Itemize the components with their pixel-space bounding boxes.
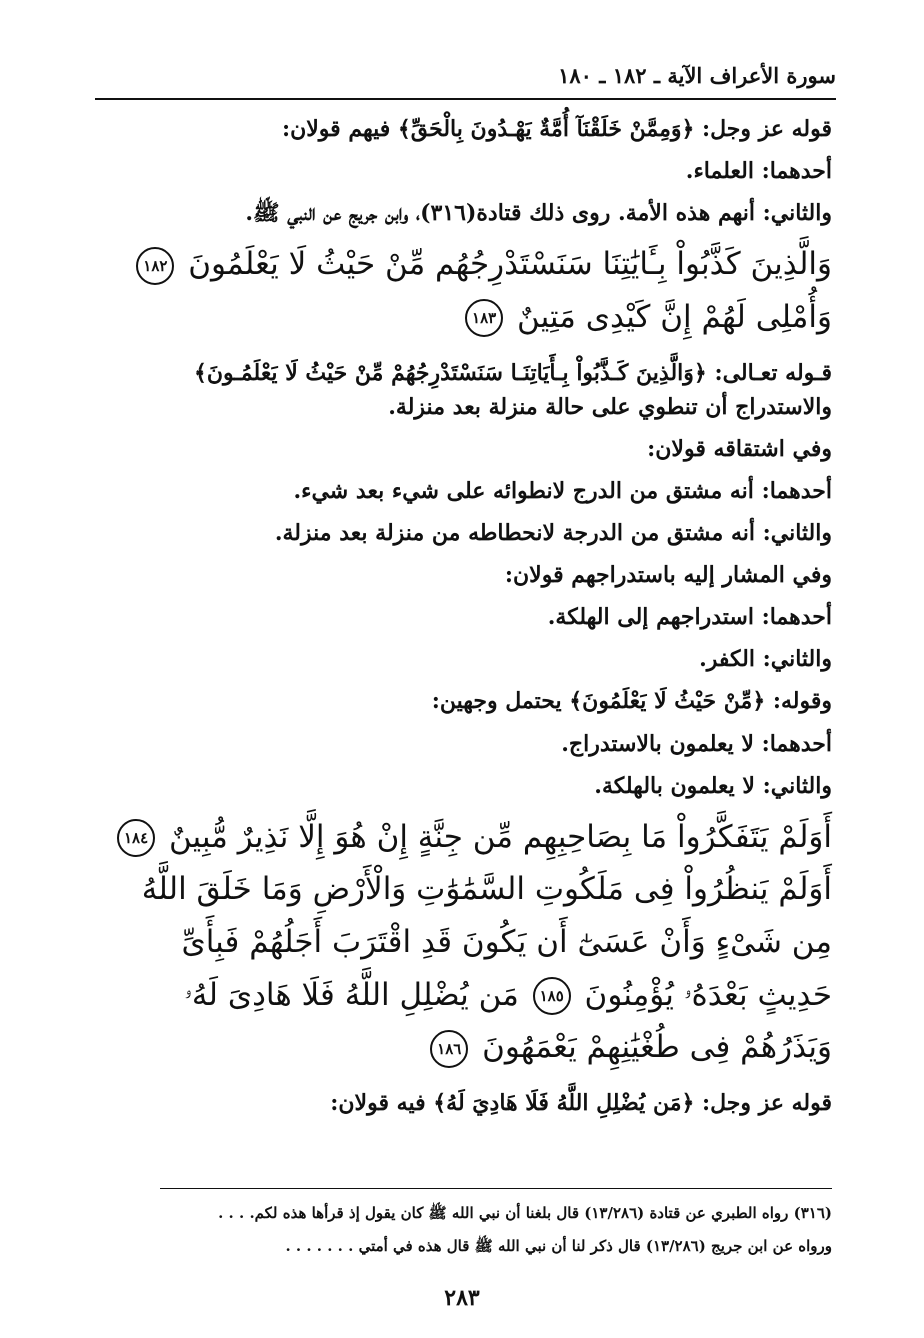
verse-text: وَالَّذِينَ كَذَّبُواْ بِـَٔايَٰتِنَا سَنَسْتَدْرِجُهُم مِّنْ حَيْثُ لَا يَعْلَمُونَ (188, 246, 832, 283)
footnote: (٣١٦) رواه الطبري عن قتادة (١٣/٢٨٦) قال بلغنا أن نبي الله ﷺ كان يقول إذ قرأها هذه لكم. . . . (218, 1204, 832, 1222)
quran-verse-block (105, 238, 832, 343)
verse-text: مَن يُضْلِلِ اللَّهُ فَلَا هَادِىَ لَهُۥ وَيَذَرُهُمْ فِى طُغْيَٰنِهِمْ يَعْمَهُونَ (184, 976, 832, 1066)
paragraph: أحدهما: استدراجهم إلى الهلكة. (547, 604, 832, 631)
paragraph-group-top (105, 112, 832, 230)
paragraph: والثاني: الكفر. (699, 646, 832, 673)
verse-number-marker: ١٨٥ (533, 977, 571, 1015)
paragraph: وقوله: ﴿مِّنْ حَيْثُ لَا يَعْلَمُونَ﴾ يحتمل وجهين: (431, 688, 832, 715)
surah-title: سورة الأعراف الآية ـ ١٨٢ ـ ١٨٠ (558, 63, 836, 88)
page-number: ٢٨٣ (444, 1285, 480, 1311)
verse-text: أَوَلَمْ يَنظُرُواْ فِى مَلَكُوتِ السَّمَٰوَٰتِ وَالْأَرْضِ وَمَا خَلَقَ اللَّهُ مِن شَىْءٍ وَأَنْ عَسَىٰٓ أَن يَكُونَ قَدِ اقْتَرَبَ أَجَلُهُمْ فَبِأَىِّ حَدِيثٍ بَعْدَهُۥ يُؤْمِنُونَ (141, 871, 832, 1013)
verse-text: وَأُمْلِى لَهُمْ إِنَّ كَيْدِى مَتِينٌ (516, 298, 832, 335)
paragraph: وفي المشار إليه باستدراجهم قولان: (504, 562, 832, 589)
paragraph: قوله عز وجل: ﴿مَن يُضْلِلِ اللَّهُ فَلَا هَادِيَ لَهُ﴾ فيه قولان: (330, 1090, 832, 1117)
verse-text: أَوَلَمْ يَتَفَكَّرُواْ مَا بِصَاحِبِهِم مِّن جِنَّةٍ إِنْ هُوَ إِلَّا نَذِيرٌ مُّبِينٌ (168, 818, 832, 855)
paragraph: قوله عز وجل: ﴿وَمِمَّنْ خَلَقْنَآ أُمَّةٌ يَهْـدُونَ بِالْحَقِّ﴾ فيهم قولان: (281, 116, 832, 142)
main-text (105, 112, 832, 1126)
paragraph: أحدهما: لا يعلمون بالاستدراج. (561, 730, 832, 757)
verse-number-marker: ١٨٦ (430, 1030, 468, 1068)
footnotes (160, 1188, 832, 1263)
paragraph: أحدهما: أنه مشتق من الدرج لانطوائه على شيء بعد شيء. (293, 477, 832, 504)
paragraph: والثاني: لا يعلمون بالهلكة. (594, 772, 832, 799)
paragraph: أحدهما: العلماء. (685, 158, 832, 185)
paragraph: وفي اشتقاقه قولان: (647, 435, 832, 462)
paragraph: والثاني: أنه مشتق من الدرجة لانحطاطه من منزلة بعد منزلة. (274, 520, 832, 547)
paragraph-group-middle (105, 356, 832, 803)
paragraph: قـوله تعـالى: ﴿وَالَّذِينَ كَـذَّبُواْ بِـأَيَاتِنَـا سَنَسْتَدْرِجُهُمْ مِّنْ حَيْثُ لَا يَعْلَمُـونَ﴾ والاستدراج أن تنطوي على حالة منزلة بعد منزلة. (193, 359, 832, 420)
verse-number-marker: ١٨٤ (117, 819, 155, 857)
verse-number-marker: ١٨٢ (136, 247, 174, 285)
verse-number-marker: ١٨٣ (465, 299, 503, 337)
quran-verse-block (105, 811, 832, 1074)
running-header (95, 58, 836, 100)
footnote: ورواه عن ابن جريج (١٣/٢٨٦) قال ذكر لنا أن نبي الله ﷺ قال هذه في أمتي . . . . . . . (285, 1237, 832, 1255)
paragraph: والثاني: أنهم هذه الأمة. روى ذلك قتادة(٣١٦)، وابن جريج عن النبي ﷺ. (245, 200, 832, 227)
